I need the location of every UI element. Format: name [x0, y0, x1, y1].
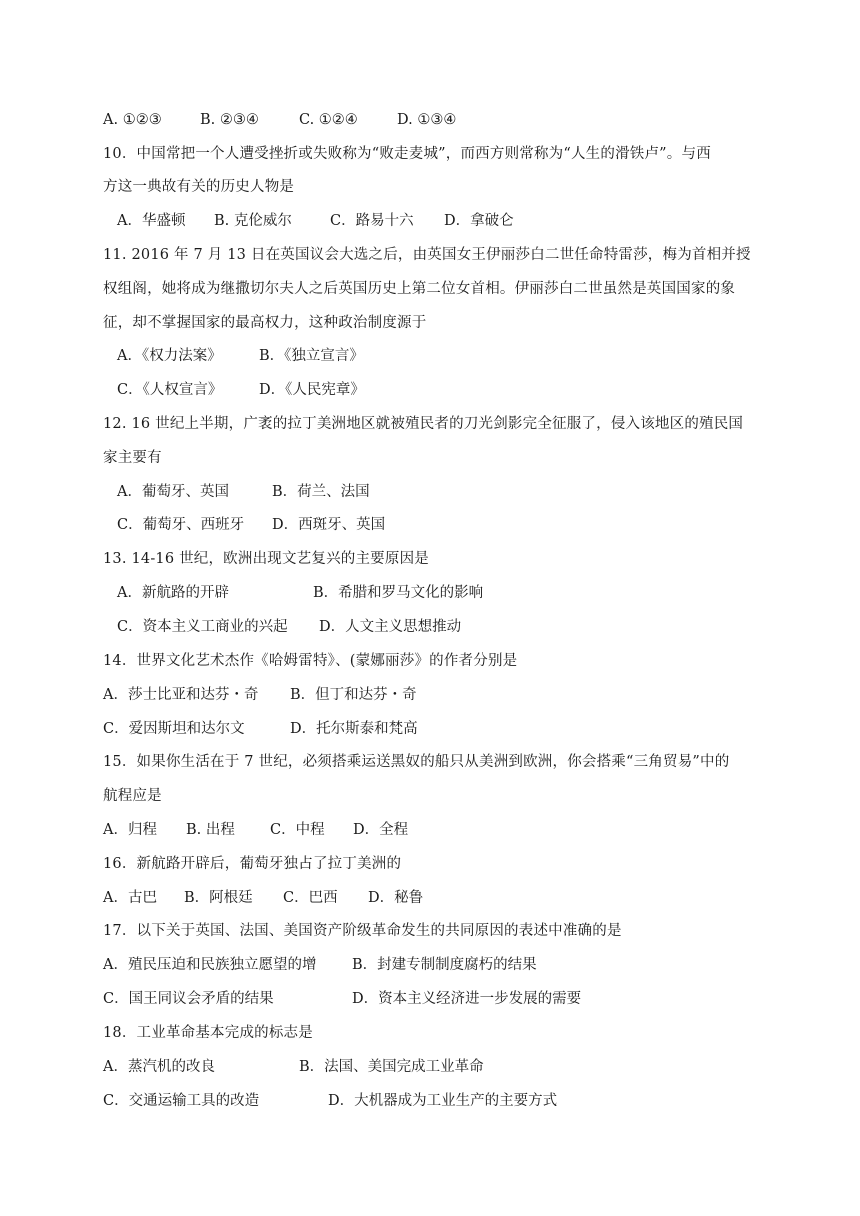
q15-option-d: D．全程	[353, 822, 409, 838]
q13-option-b: B．希腊和罗马文化的影响	[313, 585, 484, 601]
q12-option-c: C．葡萄牙、西班牙	[117, 517, 245, 533]
q16-option-b: B．阿根廷	[184, 890, 253, 906]
q15-option-a: A．归程	[103, 822, 157, 838]
q10-stem-line1: 10．中国常把一个人遭受挫折或失败称为“败走麦城”，而西方则常称为“人生的滑铁卢”。与西	[103, 146, 711, 162]
q18-stem: 18．工业革命基本完成的标志是	[103, 1025, 313, 1041]
q11-option-a: A．《权力法案》	[117, 348, 222, 364]
q18-option-c: C．交通运输工具的改造	[103, 1093, 260, 1109]
q15-stem-line2: 航程应是	[103, 788, 162, 804]
q17-option-c: C．国王同议会矛盾的结果	[103, 991, 274, 1007]
q11-stem-line1: 11. 2016 年 7 月 13 日在英国议会大选之后，由英国女王伊丽莎白二世任命特雷莎，梅为首相并授	[103, 247, 751, 263]
q13-option-c: C．资本主义工商业的兴起	[117, 619, 288, 635]
q10-stem-line2: 方这一典故有关的历史人物是	[103, 179, 295, 195]
q11-stem-line2: 权组阁，她将成为继撒切尔夫人之后英国历史上第二位女首相。伊丽莎白二世虽然是英国国家的象	[103, 281, 736, 297]
q15-option-c: C．中程	[270, 822, 325, 838]
q9-option-a: A. ①②③	[103, 112, 162, 128]
q16-stem: 16．新航路开辟后，葡萄牙独占了拉丁美洲的	[103, 856, 402, 872]
q17-option-b: B．封建专制制度腐朽的结果	[352, 957, 537, 973]
q9-option-d: D. ①③④	[397, 112, 457, 128]
q18-option-d: D．大机器成为工业生产的主要方式	[328, 1093, 558, 1109]
q9-option-c: C. ①②④	[299, 112, 358, 128]
q18-option-b: B．法国、美国完成工业革命	[299, 1059, 484, 1075]
q12-option-a: A．葡萄牙、英国	[117, 484, 229, 500]
q14-option-d: D．托尔斯泰和梵高	[290, 721, 418, 737]
q14-option-a: A．莎士比亚和达芬・奇	[103, 687, 259, 703]
q10-option-d: D．拿破仑	[444, 213, 514, 229]
q12-stem-line2: 家主要有	[103, 450, 162, 466]
q15-stem-line1: 15．如果你生活在于 7 世纪，必须搭乘运送黑奴的船只从美洲到欧洲，你会搭乘“三角贸易”中的	[103, 754, 730, 770]
q12-option-d: D．西斑牙、英国	[272, 517, 386, 533]
q16-option-d: D．秘鲁	[368, 890, 424, 906]
q10-option-a: A．华盛顿	[117, 213, 186, 229]
q12-option-b: B．荷兰、法国	[272, 484, 370, 500]
q17-option-d: D．资本主义经济进一步发展的需要	[352, 991, 582, 1007]
q10-option-b: B. 克伦威尔	[214, 213, 292, 229]
q18-option-a: A．蒸汽机的改良	[103, 1059, 215, 1075]
q13-stem: 13. 14-16 世纪，欧洲出现文艺复兴的主要原因是	[103, 551, 429, 567]
q11-option-d: D．《人民宪章》	[259, 382, 365, 398]
q14-stem: 14．世界文化艺术杰作《哈姆雷特》、(蒙娜丽莎》的作者分别是	[103, 653, 518, 669]
q16-option-a: A．古巴	[103, 890, 157, 906]
q17-stem: 17．以下关于英国、法国、美国资产阶级革命发生的共同原因的表述中准确的是	[103, 923, 622, 939]
q12-stem-line1: 12. 16 世纪上半期，广袤的拉丁美洲地区就被殖民者的刀光剑影完全征服了，侵入该地区的殖民国	[103, 416, 744, 432]
q17-option-a: A．殖民压迫和民族独立愿望的增	[103, 957, 317, 973]
q14-option-b: B．但丁和达芬・奇	[290, 687, 417, 703]
q13-option-d: D．人文主义思想推动	[319, 619, 462, 635]
q11-option-b: B．《独立宣言》	[259, 348, 364, 364]
q16-option-c: C．巴西	[283, 890, 338, 906]
q15-option-b: B. 出程	[186, 822, 235, 838]
q9-option-b: B. ②③④	[200, 112, 259, 128]
q14-option-c: C．爱因斯坦和达尔文	[103, 721, 245, 737]
q11-stem-line3: 征，却不掌握国家的最高权力，这种政治制度源于	[103, 315, 427, 331]
q11-option-c: C．《人权宣言》	[117, 382, 223, 398]
q13-option-a: A．新航路的开辟	[117, 585, 229, 601]
q10-option-c: C．路易十六	[330, 213, 414, 229]
